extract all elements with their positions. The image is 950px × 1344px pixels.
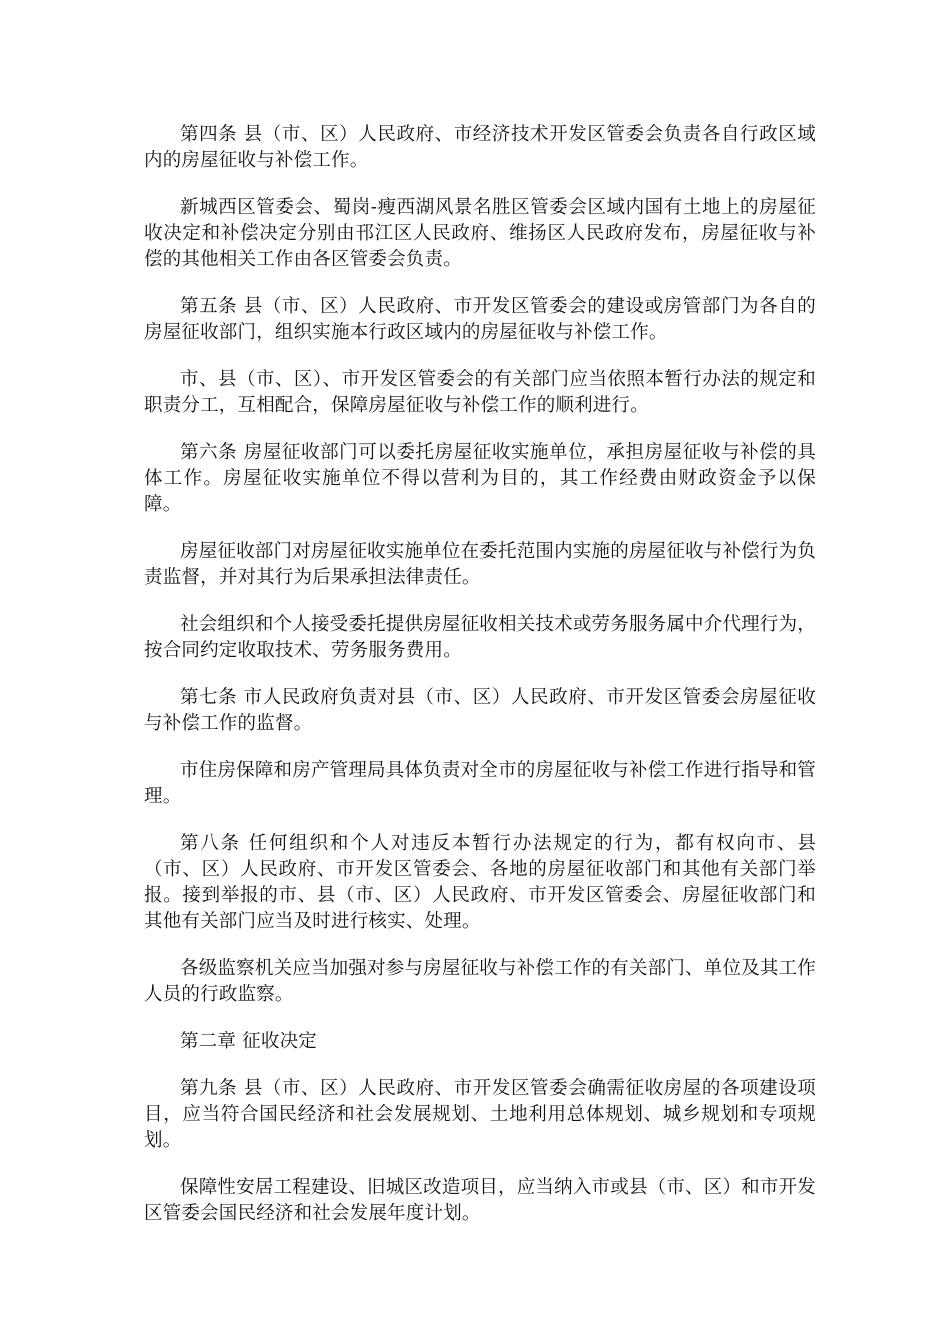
article-7-paragraph: 第七条 市人民政府负责对县（市、区）人民政府、市开发区管委会房屋征收与补偿工作的监督。 [144, 687, 816, 734]
article-5-paragraph: 第五条 县（市、区）人民政府、市开发区管委会的建设或房管部门为各自的房屋征收部门，组织实施本行政区域内的房屋征收与补偿工作。 [144, 296, 816, 343]
article-7-paragraph-2: 市住房保障和房产管理局具体负责对全市的房屋征收与补偿工作进行指导和管理。 [144, 760, 816, 807]
article-9-paragraph: 第九条 县（市、区）人民政府、市开发区管委会确需征收房屋的各项建设项目，应当符合国民经济和社会发展规划、土地利用总体规划、城乡规划和专项规划。 [144, 1078, 816, 1151]
article-9-paragraph-2: 保障性安居工程建设、旧城区改造项目，应当纳入市或县（市、区）和市开发区管委会国民经济和社会发展年度计划。 [144, 1177, 816, 1224]
article-5-paragraph-2: 市、县（市、区）、市开发区管委会的有关部门应当依照本暂行办法的规定和职责分工，互相配合，保障房屋征收与补偿工作的顺利进行。 [144, 369, 816, 416]
chapter-2-heading: 第二章 征收决定 [180, 1031, 317, 1052]
article-4-paragraph: 第四条 县（市、区）人民政府、市经济技术开发区管委会负责各自行政区域内的房屋征收与补偿工作。 [144, 124, 816, 171]
article-6-paragraph-2: 房屋征收部门对房屋征收实施单位在委托范围内实施的房屋征收与补偿行为负责监督，并对其行为后果承担法律责任。 [144, 541, 816, 588]
article-8-paragraph-2: 各级监察机关应当加强对参与房屋征收与补偿工作的有关部门、单位及其工作人员的行政监察。 [144, 958, 816, 1005]
article-4-paragraph-2: 新城西区管委会、蜀岗-瘦西湖风景名胜区管委会区域内国有土地上的房屋征收决定和补偿决定分别由邗江区人民政府、维扬区人民政府发布，房屋征收与补偿的其他相关工作由各区管委会负责。 [144, 197, 816, 270]
article-8-paragraph: 第八条 任何组织和个人对违反本暂行办法规定的行为，都有权向市、县（市、区）人民政府、市开发区管委会、各地的房屋征收部门和其他有关部门举报。接到举报的市、县（市、区）人民政府、市开发区管委会、房屋征收部门和其他有关部门应当及时进行核实、处理。 [144, 833, 816, 932]
document-body [144, 122, 816, 1248]
article-6-paragraph: 第六条 房屋征收部门可以委托房屋征收实施单位，承担房屋征收与补偿的具体工作。房屋征收实施单位不得以营利为目的，其工作经费由财政资金予以保障。 [144, 442, 816, 515]
article-6-paragraph-3: 社会组织和个人接受委托提供房屋征收相关技术或劳务服务属中介代理行为，按合同约定收取技术、劳务服务费用。 [144, 614, 816, 661]
